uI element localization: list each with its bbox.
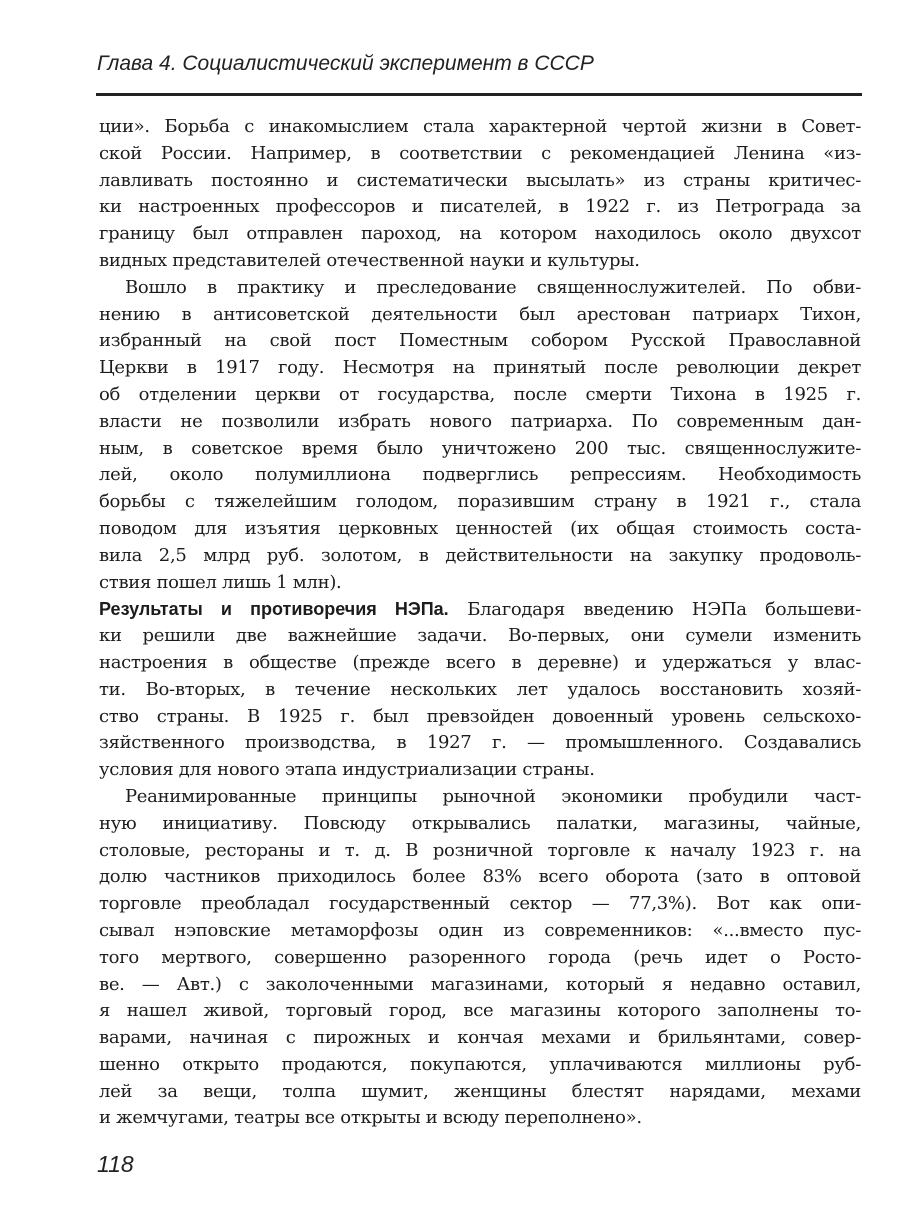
text-line: Вошло в практику и преследование священнослужителей. По обви-: [125, 276, 861, 298]
text-line: я нашел живой, торговый город, все магазины которого заполнены то-: [99, 1000, 861, 1022]
text-line: того мертвого, совершенно разоренного города (речь идет о Росто-: [99, 946, 861, 968]
text-line: ской России. Например, в соответствии с рекомендацией Ленина «из-: [99, 142, 861, 164]
text-line: зяйственного производства, в 1927 г. — промышленного. Создавались: [99, 732, 861, 754]
text-line: нению в антисоветской деятельности был арестован патриарх Тихон,: [99, 303, 861, 325]
text-line: ве. — Авт.) с заколоченными магазинами, который я недавно оставил,: [99, 973, 861, 995]
text-line: столовые, рестораны и т. д. В розничной торговле к началу 1923 г. на: [99, 839, 861, 861]
text-line: границу был отправлен пароход, на котором находилось около двухсот: [99, 223, 861, 245]
text-line: [99, 596, 861, 623]
page-number: 118: [97, 1151, 134, 1177]
header-divider: [96, 93, 862, 96]
text-line: условия для нового этапа индустриализации страны.: [99, 759, 595, 781]
text-line: настроения в обществе (прежде всего в деревне) и удержаться у влас-: [99, 651, 861, 673]
text-line: лей за вещи, толпа шумит, женщины блестят нарядами, мехами: [99, 1080, 861, 1102]
text-span: Благодаря введению НЭПа большеви-: [448, 599, 861, 621]
text-line: борьбы с тяжелейшим голодом, поразившим страну в 1921 г., стала: [99, 491, 861, 513]
text-line: шенно открыто продаются, покупаются, уплачиваются миллионы руб-: [99, 1053, 861, 1075]
paragraph: [99, 784, 861, 1132]
text-line: об отделении церкви от государства, после смерти Тихона в 1925 г.: [99, 383, 861, 405]
text-line: долю частников приходилось более 83% всего оборота (зато в оптовой: [99, 866, 861, 888]
text-line: Церкви в 1917 году. Несмотря на принятый после революции декрет: [99, 357, 861, 379]
paragraph: [99, 114, 861, 275]
text-line: ки решили две важнейшие задачи. Во-первых, они сумели изменить: [99, 625, 861, 647]
text-line: избранный на свой пост Поместным собором Русской Православной: [99, 330, 861, 352]
text-line: видных представителей отечественной науки и культуры.: [99, 249, 640, 271]
text-line: ствия пошел лишь 1 млн).: [99, 571, 342, 593]
paragraph: [99, 596, 861, 784]
text-line: поводом для изъятия церковных ценностей (их общая стоимость соста-: [99, 517, 861, 539]
text-line: ки настроенных профессоров и писателей, в 1922 г. из Петрограда за: [99, 196, 861, 218]
text-line: лей, около полумиллиона подверглись репрессиям. Необходимость: [99, 464, 861, 486]
text-line: варами, начиная с пирожных и кончая мехами и брильянтами, совер-: [99, 1027, 861, 1049]
paragraph: [99, 275, 861, 597]
text-line: вила 2,5 млрд руб. золотом, в действительности на закупку продоволь-: [99, 544, 861, 566]
text-line: власти не позволили избрать нового патриарха. По современным дан-: [99, 410, 861, 432]
text-line: ство страны. В 1925 г. был превзойден довоенный уровень сельскохо-: [99, 705, 861, 727]
text-line: ти. Во-вторых, в течение нескольких лет удалось восстановить хозяй-: [99, 678, 861, 700]
text-line: сывал нэповские метаморфозы один из современников: «...вместо пус-: [99, 919, 861, 941]
text-line: ным, в советское время было уничтожено 200 тыс. священнослужите-: [99, 437, 861, 459]
text-line: торговле преобладал государственный сектор — 77,3%). Вот как опи-: [99, 893, 861, 915]
text-line: лавливать постоянно и систематически высылать» из страны критичес-: [99, 169, 861, 191]
page-body: [99, 114, 861, 1132]
chapter-header: Глава 4. Социалистический эксперимент в СССР: [97, 52, 594, 75]
text-line: ции». Борьба с инакомыслием стала характерной чертой жизни в Совет-: [99, 116, 861, 137]
text-line: ную инициативу. Повсюду открывались палатки, магазины, чайные,: [99, 812, 861, 834]
text-line: и жемчугами, театры все открыты и всюду переполнено».: [99, 1107, 642, 1129]
section-heading: Результаты и противоречия НЭПа.: [99, 599, 449, 620]
text-line: Реанимированные принципы рыночной экономики пробудили част-: [125, 785, 861, 807]
